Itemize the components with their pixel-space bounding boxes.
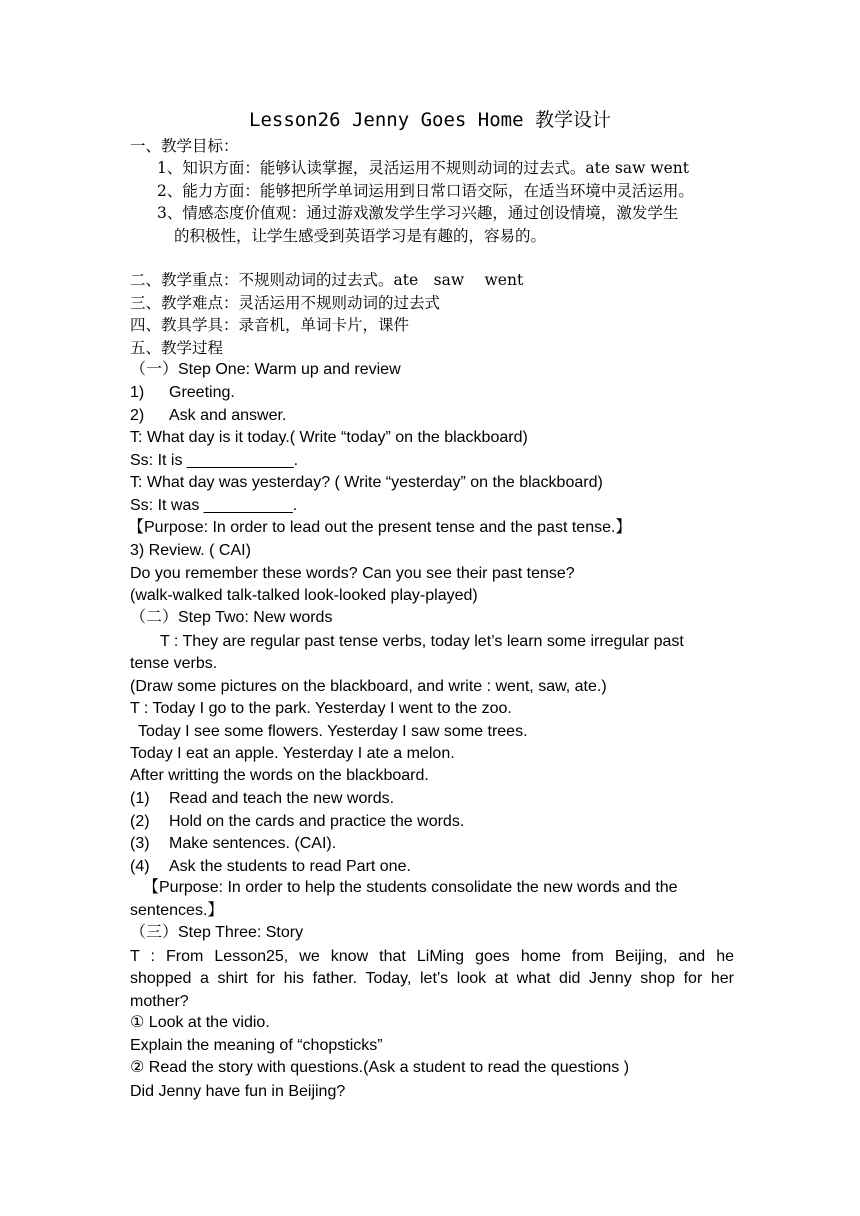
objective-3-line1: 3、情感态度价值观：通过游戏激发学生学习兴趣，通过创设情境，激发学生 [157, 204, 679, 222]
dialogue-line: T: What day is it today.( Write “today” on the blackboard) [130, 429, 528, 446]
question-line: Did Jenny have fun in Beijing? [130, 1083, 346, 1100]
objective-1: 1、知识方面：能够认读掌握，灵活运用不规则动词的过去式。ate saw went [157, 159, 689, 177]
paragraph-line: T : From Lesson25, we know that LiMing goes home from Beijing, and he [130, 948, 734, 965]
list-item [130, 406, 286, 426]
dialogue-line: Ss: It is ____________. [130, 452, 299, 469]
list-item [130, 789, 394, 809]
list-item [130, 834, 336, 854]
review-question: Do you remember these words? Can you see their past tense? [130, 565, 575, 582]
list-item-text: Greeting. [169, 384, 235, 401]
list-item-text: Hold on the cards and practice the words. [169, 813, 465, 830]
paragraph-line: Today I see some flowers. Yesterday I saw some trees. [138, 723, 528, 740]
paragraph-line: mother? [130, 993, 189, 1010]
paragraph-line: Today I eat an apple. Yesterday I ate a melon. [130, 745, 455, 762]
purpose-note: 【Purpose: In order to lead out the present tense and the past tense.】 [128, 519, 632, 536]
materials: 四、教具学具：录音机，单词卡片，课件 [130, 316, 410, 334]
list-item-number: 2) [130, 407, 145, 424]
key-points: 二、教学重点：不规则动词的过去式。ate saw went [130, 271, 524, 289]
objective-2: 2、能力方面：能够把所学单词运用到日常口语交际，在适当环境中灵活运用。 [157, 182, 694, 200]
dialogue-line: Ss: It was __________. [130, 497, 298, 514]
step-three-heading: （三）Step Three: Story [130, 924, 304, 941]
dialogue-line: T: What day was yesterday? ( Write “yesterday” on the blackboard) [130, 474, 603, 491]
process-heading: 五、教学过程 [130, 339, 224, 357]
list-item: ① Look at the vidio. [130, 1014, 270, 1031]
step-two-heading: （二）Step Two: New words [130, 609, 333, 626]
list-item-number: 1) [130, 384, 145, 401]
paragraph-line: T : Today I go to the park. Yesterday I went to the zoo. [130, 700, 512, 717]
step-one-heading: （一）Step One: Warm up and review [130, 361, 401, 378]
list-item [130, 857, 411, 877]
purpose-note: sentences.】 [130, 902, 224, 919]
paragraph-line: tense verbs. [130, 655, 218, 672]
list-item-number: (3) [130, 835, 150, 852]
difficulties: 三、教学难点：灵活运用不规则动词的过去式 [130, 294, 441, 312]
list-item: ② Read the story with questions.(Ask a student to read the questions ) [130, 1059, 630, 1076]
objectives-heading: 一、教学目标： [130, 137, 239, 155]
paragraph-line: After writting the words on the blackboard. [130, 767, 429, 784]
list-item-text: Ask and answer. [169, 407, 287, 424]
page-title: Lesson26 Jenny Goes Home 教学设计 [249, 109, 611, 131]
paragraph-line: shopped a shirt for his father. Today, let’s look at what did Jenny shop for her [130, 970, 734, 987]
list-item [130, 812, 464, 832]
paragraph-line: (Draw some pictures on the blackboard, and write : went, saw, ate.) [130, 678, 607, 695]
purpose-note: 【Purpose: In order to help the students consolidate the new words and the [143, 879, 678, 896]
list-item-number: (1) [130, 790, 150, 807]
review-line: 3) Review. ( CAI) [130, 542, 251, 559]
list-item-text: Make sentences. (CAI). [169, 835, 337, 852]
list-item-text: Ask the students to read Part one. [169, 858, 411, 875]
list-item-number: (2) [130, 813, 150, 830]
review-words: (walk-walked talk-talked look-looked play-played) [130, 587, 478, 604]
objective-3-line2: 的积极性，让学生感受到英语学习是有趣的，容易的。 [174, 227, 547, 245]
paragraph-line: T : They are regular past tense verbs, today let’s learn some irregular past [160, 633, 684, 650]
list-item-number: (4) [130, 858, 150, 875]
list-item [130, 383, 235, 403]
list-item-text: Read and teach the new words. [169, 790, 395, 807]
paragraph-line: Explain the meaning of “chopsticks” [130, 1037, 383, 1054]
